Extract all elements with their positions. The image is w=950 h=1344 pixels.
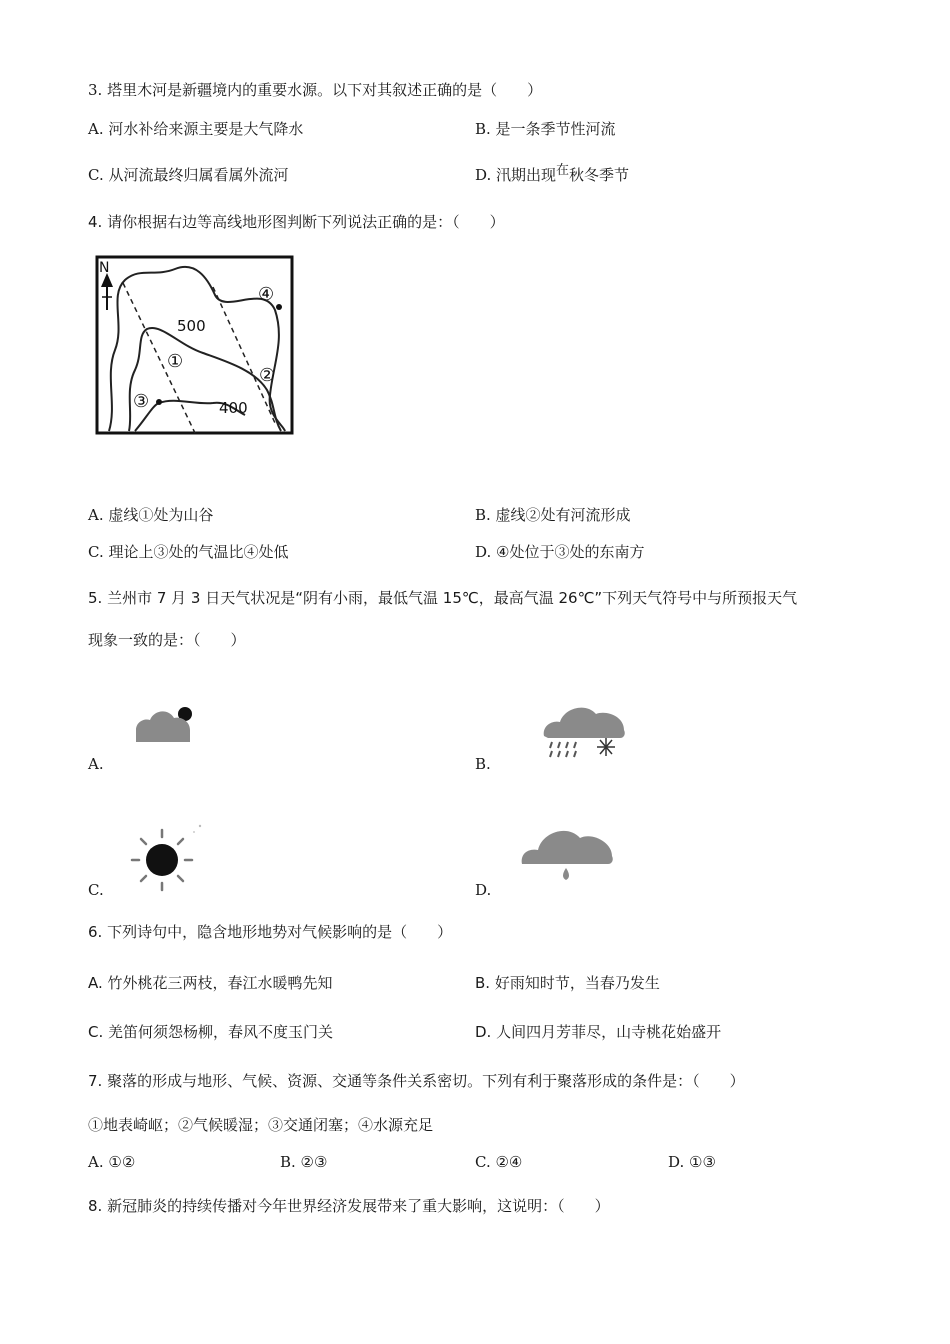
- weather-sleet-icon: [540, 700, 630, 760]
- q4-option-d: D. ④处位于③处的东南方: [475, 543, 645, 561]
- q6-stem: 6. 下列诗句中，隐含地形地势对气候影响的是（ ）: [88, 923, 453, 941]
- q6-option-d: [475, 1022, 721, 1042]
- q8-stem: 8. 新冠肺炎的持续传播对今年世界经济发展带来了重大影响，这说明：（ ）: [88, 1197, 610, 1215]
- q3-option-a: A. 河水补给来源主要是大气降水: [88, 120, 304, 138]
- q4-option-a: A. 虚线①处为山谷: [88, 506, 214, 524]
- weather-light-rain-icon: [518, 820, 618, 882]
- map-marker-2: ②: [259, 365, 276, 386]
- q3-stem: 3. 塔里木河是新疆境内的重要水源。以下对其叙述正确的是（ ）: [88, 81, 543, 99]
- q3-option-d-sup: 在: [556, 163, 570, 178]
- q7-option-c: C. ②④: [475, 1153, 523, 1171]
- q6-option-d-text: 人间四月芳菲尽，山寺桃花始盛开: [491, 1023, 722, 1041]
- contour-label-500: 500: [177, 317, 206, 335]
- q6-option-b: [475, 973, 660, 993]
- q3-option-c: C. 从河流最终归属看属外流河: [88, 166, 289, 184]
- map-marker-4: ④: [258, 284, 275, 305]
- north-label: N: [99, 260, 110, 276]
- q3-option-d-post: 秋冬季节: [569, 166, 630, 184]
- q7-option-a: A. ①②: [88, 1153, 136, 1171]
- contour-map: [95, 255, 295, 435]
- q5-option-d: D.: [475, 881, 492, 899]
- q6-option-c: [88, 1022, 333, 1042]
- q6-option-b-text: 好雨知时节，当春乃发生: [490, 974, 660, 992]
- q7-option-b: B. ②③: [280, 1153, 328, 1171]
- q6-option-a: [88, 973, 333, 993]
- q4-option-c: C. 理论上③处的气温比④处低: [88, 543, 289, 561]
- q3-option-d: [475, 165, 629, 187]
- q4-option-b: B. 虚线②处有河流形成: [475, 506, 631, 524]
- q4-stem: 4. 请你根据右边等高线地形图判断下列说法正确的是：（ ）: [88, 213, 505, 231]
- q7-conditions: ①地表崎岖；②气候暖湿；③交通闭塞；④水源充足: [88, 1116, 434, 1134]
- point-3-dot: [156, 399, 162, 405]
- point-4-dot: [276, 304, 282, 310]
- weather-cloudy-icon: [130, 700, 200, 746]
- q5-option-c: C.: [88, 881, 104, 899]
- q5-stem-line1: 5. 兰州市 7 月 3 日天气状况是“阴有小雨，最低气温 15℃，最高气温 26℃”下列天气符号中与所预报天气: [88, 589, 798, 607]
- q7-option-d: D. ①③: [668, 1153, 716, 1171]
- q7-stem: 7. 聚落的形成与地形、气候、资源、交通等条件关系密切。下列有利于聚落形成的条件是：（ ）: [88, 1072, 745, 1090]
- contour-label-400: 400: [219, 399, 248, 417]
- q3-option-b: B. 是一条季节性河流: [475, 120, 616, 138]
- q6-option-c-letter: C.: [88, 1023, 104, 1041]
- q6-option-a-letter: A.: [88, 974, 103, 992]
- q6-option-c-text: 羌笛何须怨杨柳，春风不度玉门关: [103, 1023, 334, 1041]
- q5-option-a: A.: [88, 755, 104, 773]
- q5-stem-line2: 现象一致的是：（ ）: [88, 631, 246, 649]
- map-marker-1: ①: [167, 351, 184, 372]
- q6-option-a-text: 竹外桃花三两枝，春江水暖鸭先知: [102, 974, 333, 992]
- map-marker-3: ③: [133, 391, 150, 412]
- q5-option-b: B.: [475, 755, 491, 773]
- weather-sunny-icon: [126, 820, 210, 894]
- q6-option-d-letter: D.: [475, 1023, 492, 1041]
- q3-option-d-pre: D. 汛期出现: [475, 166, 557, 184]
- q6-option-b-letter: B.: [475, 974, 491, 992]
